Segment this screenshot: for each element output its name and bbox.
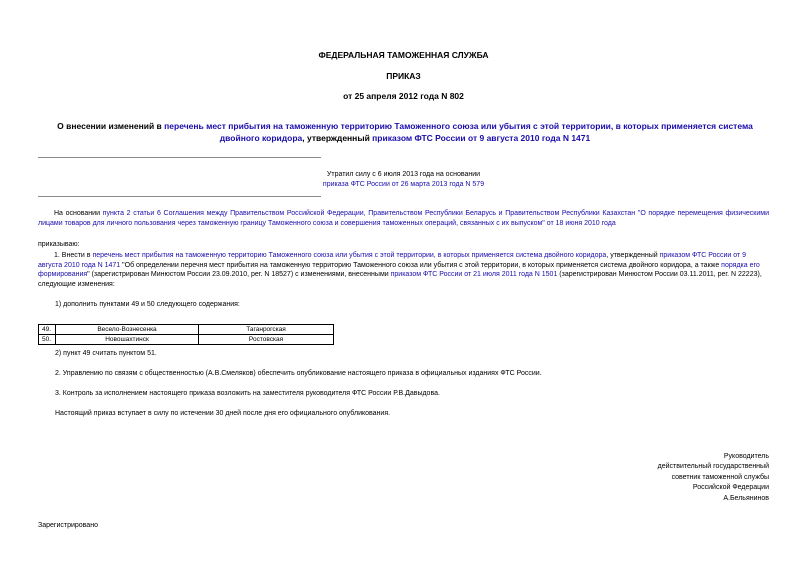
places-table xyxy=(38,324,334,345)
table-row xyxy=(39,325,334,335)
signature-block xyxy=(658,452,769,504)
document-date-number: от 25 апреля 2012 года N 802 xyxy=(343,91,464,101)
status-lost-force: Утратил силу с 6 июля 2013 года на основании xyxy=(326,171,481,178)
signature-name: А.Бельянинов xyxy=(723,494,769,502)
item-1-order-link[interactable]: приказом ФТС России от 9 августа 2010 года N 1471 xyxy=(38,252,747,269)
item-2: 2. Управлению по связям с общественностью (А.В.Смеляков) обеспечить опубликование настоящего приказа в официальных изданиях ФТС России. xyxy=(55,370,542,377)
item-1-procedure-link[interactable]: порядка его формирования xyxy=(38,261,760,278)
agreement-link[interactable]: пункта 2 статьи 6 Соглашения между Правительством Российской Федерации, Правительством Республики Беларусь и Правительством Республики Казахстан "О порядке перемещения физическими лицами товаров для личного пользования через таможенную границу Таможенного союза и совершения таможенных операций, связанных с их выпуском" от 18 июня 2010 года xyxy=(38,210,769,227)
item-1-text-3: "Об определении перечня мест прибытия на таможенную территорию Таможенного союза или убытия с этой территории, в которых применяется система двойного коридора, а также xyxy=(120,261,722,269)
item-1-amendment-link[interactable]: приказом ФТС России от 21 июля 2011 года N 1501 xyxy=(390,271,558,278)
item-3: 3. Контроль за исполнением настоящего приказа возложить на заместителя руководителя ФТС России Р.В.Давыдова. xyxy=(55,390,440,397)
agency-name: ФЕДЕРАЛЬНАЯ ТАМОЖЕННАЯ СЛУЖБА xyxy=(318,50,489,60)
item-1-text-5: (зарегистрирован Минюстом России 03.11.2011, рег. N 22223), следующие изменения: xyxy=(38,271,762,288)
customs-name: Ростовская xyxy=(199,335,334,345)
signature-rank-1: действительный государственный xyxy=(657,463,769,471)
item-1-list-link[interactable]: перечень мест прибытия на таможенную территорию Таможенного союза или убытия с этой территории, в которых применяется система двойного коридора xyxy=(92,252,607,259)
divider-bottom xyxy=(38,196,321,197)
row-number: 49. xyxy=(39,325,56,335)
row-number: 50. xyxy=(39,335,56,345)
preamble-paragraph xyxy=(38,209,769,228)
registered-label: Зарегистрировано xyxy=(38,522,98,529)
title-text: О внесении изменений в xyxy=(57,121,165,131)
signature-title: Руководитель xyxy=(723,453,769,460)
effective-date-clause: Настоящий приказ вступает в силу по истечении 30 дней после дня его официального опубликования. xyxy=(55,410,391,417)
place-name: Новошахтинск xyxy=(56,335,199,345)
item-1-paragraph xyxy=(38,251,769,289)
divider-top xyxy=(38,157,321,158)
document-title xyxy=(55,120,755,144)
item-1-text-4: " (зарегистрирован Минюстом России 23.09.2010, рег. N 18527) с изменениями, внесенными xyxy=(87,271,391,278)
signature-country: Российской Федерации xyxy=(692,484,769,492)
signature-rank-2: советник таможенной службы xyxy=(671,473,769,481)
title-list-link[interactable]: перечень мест прибытия на таможенную территорию Таможенного союза или убытия с этой территории, в которых применяется система двойного коридора xyxy=(164,121,753,143)
item-1-text: 1. Внести в xyxy=(54,252,93,259)
table-row xyxy=(39,335,334,345)
preamble-text: На основании xyxy=(54,210,103,217)
item-1-text-2: , утвержденный xyxy=(606,252,660,259)
sub-item-1: 1) дополнить пунктами 49 и 50 следующего содержания: xyxy=(55,301,240,308)
customs-name: Таганрогская xyxy=(199,325,334,335)
place-name: Весело-Вознесенка xyxy=(56,325,199,335)
title-text-2: , утвержденный xyxy=(302,133,373,143)
sub-item-2: 2) пункт 49 считать пунктом 51. xyxy=(55,350,157,357)
status-basis-link[interactable]: приказа ФТС России от 26 марта 2013 года N 579 xyxy=(322,181,485,188)
document-type: ПРИКАЗ xyxy=(386,71,421,81)
orders-label: приказываю: xyxy=(38,241,80,248)
title-order-link[interactable]: приказом ФТС России от 9 августа 2010 года N 1471 xyxy=(372,133,591,143)
